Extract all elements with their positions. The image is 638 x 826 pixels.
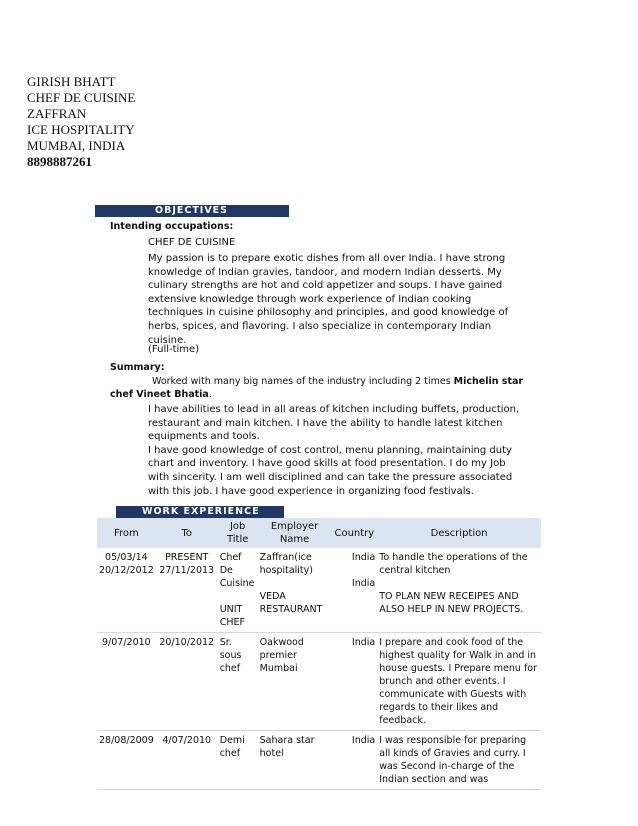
company-name: ICE HOSPITALITY: [27, 122, 135, 137]
contact-header: [27, 74, 135, 170]
cell-job-title: Demi chef: [218, 731, 258, 790]
table-header-row: [97, 518, 541, 548]
work-heading-bar: [116, 506, 284, 518]
passion-line: My passion is to prepare exotic dishes from all over India. I have strong: [148, 253, 506, 264]
cell-country: India: [331, 633, 377, 731]
table-row: [97, 633, 541, 731]
summary-period: .: [208, 389, 212, 400]
city: MUMBAI, INDIA: [27, 138, 126, 153]
ability-line: equipments and tools.: [148, 431, 260, 443]
cell-job-title: Chef De Cuisine UNIT CHEF: [218, 548, 258, 633]
summary-line-1: [152, 375, 523, 389]
col-description: Description: [377, 518, 541, 548]
col-to: To: [156, 518, 218, 548]
passion-line: knowledge of Indian gravies, tandoor, and modern Indian desserts. My: [148, 266, 502, 278]
cell-from: 28/08/2009: [97, 731, 156, 790]
summary-bold: Michelin star: [453, 376, 524, 387]
ability-line: with sincerity. I am well disciplined and can take the pressure associated: [148, 471, 513, 483]
cell-country: India India: [331, 548, 377, 633]
cell-to: PRESENT 27/11/2013: [156, 548, 218, 633]
objectives-heading: OBJECTIVES: [155, 205, 229, 216]
phone-number: 8898887261: [27, 154, 92, 169]
cell-employer: Zaffran(ice hospitality) VEDA RESTAURANT: [258, 548, 332, 633]
ability-line: chart and inventory. I have good skills at food presentation. I do my Job: [148, 458, 506, 470]
summary-label: Summary:: [110, 362, 165, 373]
passion-line: herbs, spices, and flavoring. I also specialize in contemporary Indian: [148, 320, 492, 332]
passion-paragraph: [148, 252, 508, 347]
col-employer: Employer Name: [258, 518, 332, 548]
cell-description: I prepare and cook food of the highest quality for Walk in and in house guests. I Prepare menu for brunch and other events. I communicate with Guests with regards to their likes and feedback.: [377, 633, 541, 731]
col-from: From: [97, 518, 156, 548]
passion-line: extensive knowledge through work experience of Indian cooking: [148, 293, 472, 305]
col-country: Country: [331, 518, 377, 548]
cell-to: 20/10/2012: [156, 633, 218, 731]
ability-line: I have good knowledge of cost control, menu planning, maintaining duty: [148, 444, 512, 456]
ability-line: I have abilities to lead in all areas of kitchen including buffets, production,: [148, 404, 520, 415]
passion-line: techniques in cuisine philosophy and principles, and good knowledge of: [148, 307, 509, 319]
cell-description: I was responsible for preparing all kinds of Gravies and curry. I was Second in-charge of the Indian section and was: [377, 731, 541, 790]
cell-from: 05/03/14 20/12/2012: [97, 548, 156, 633]
work-experience-table: [97, 518, 541, 790]
cell-to: 4/07/2010: [156, 731, 218, 790]
cell-employer: Oakwood premier Mumbai: [258, 633, 332, 731]
passion-line: cuisine.: [148, 334, 187, 346]
objectives-heading-bar: [95, 205, 289, 217]
summary-chef-name: chef Vineet Bhatia: [110, 389, 209, 400]
cell-job-title: Sr. sous chef: [218, 633, 258, 731]
occupation: CHEF DE CUISINE: [148, 237, 236, 248]
cell-country: India: [331, 731, 377, 790]
cell-from: 9/07/2010: [97, 633, 156, 731]
candidate-name: GIRISH BHATT: [27, 74, 116, 89]
work-heading: WORK EXPERIENCE: [142, 506, 260, 517]
cell-employer: Sahara star hotel: [258, 731, 332, 790]
summary-text: Worked with many big names of the industry including 2 times: [152, 376, 454, 387]
col-job-title: Job Title: [218, 518, 258, 548]
intending-label: Intending occupations:: [110, 221, 234, 232]
summary-line-2: [110, 388, 212, 402]
table-row: [97, 731, 541, 790]
ability-line: with this job. I have good experience in organizing food festivals.: [148, 485, 474, 497]
job-title: CHEF DE CUISINE: [27, 90, 136, 105]
ability-line: restaurant and main kitchen. I have the ability to handle latest kitchen: [148, 417, 503, 429]
restaurant-name: ZAFFRAN: [27, 106, 87, 121]
cell-description: To handle the operations of the central kitchen TO PLAN NEW RECEIPES AND ALSO HELP IN NEW PROJECTS.: [377, 548, 541, 633]
table-row: [97, 548, 541, 633]
abilities-paragraph: [148, 403, 519, 498]
passion-line: culinary strengths are hot and cold appetizer and soups. I have gained: [148, 280, 503, 292]
fulltime-note: (Full-time): [148, 344, 200, 355]
